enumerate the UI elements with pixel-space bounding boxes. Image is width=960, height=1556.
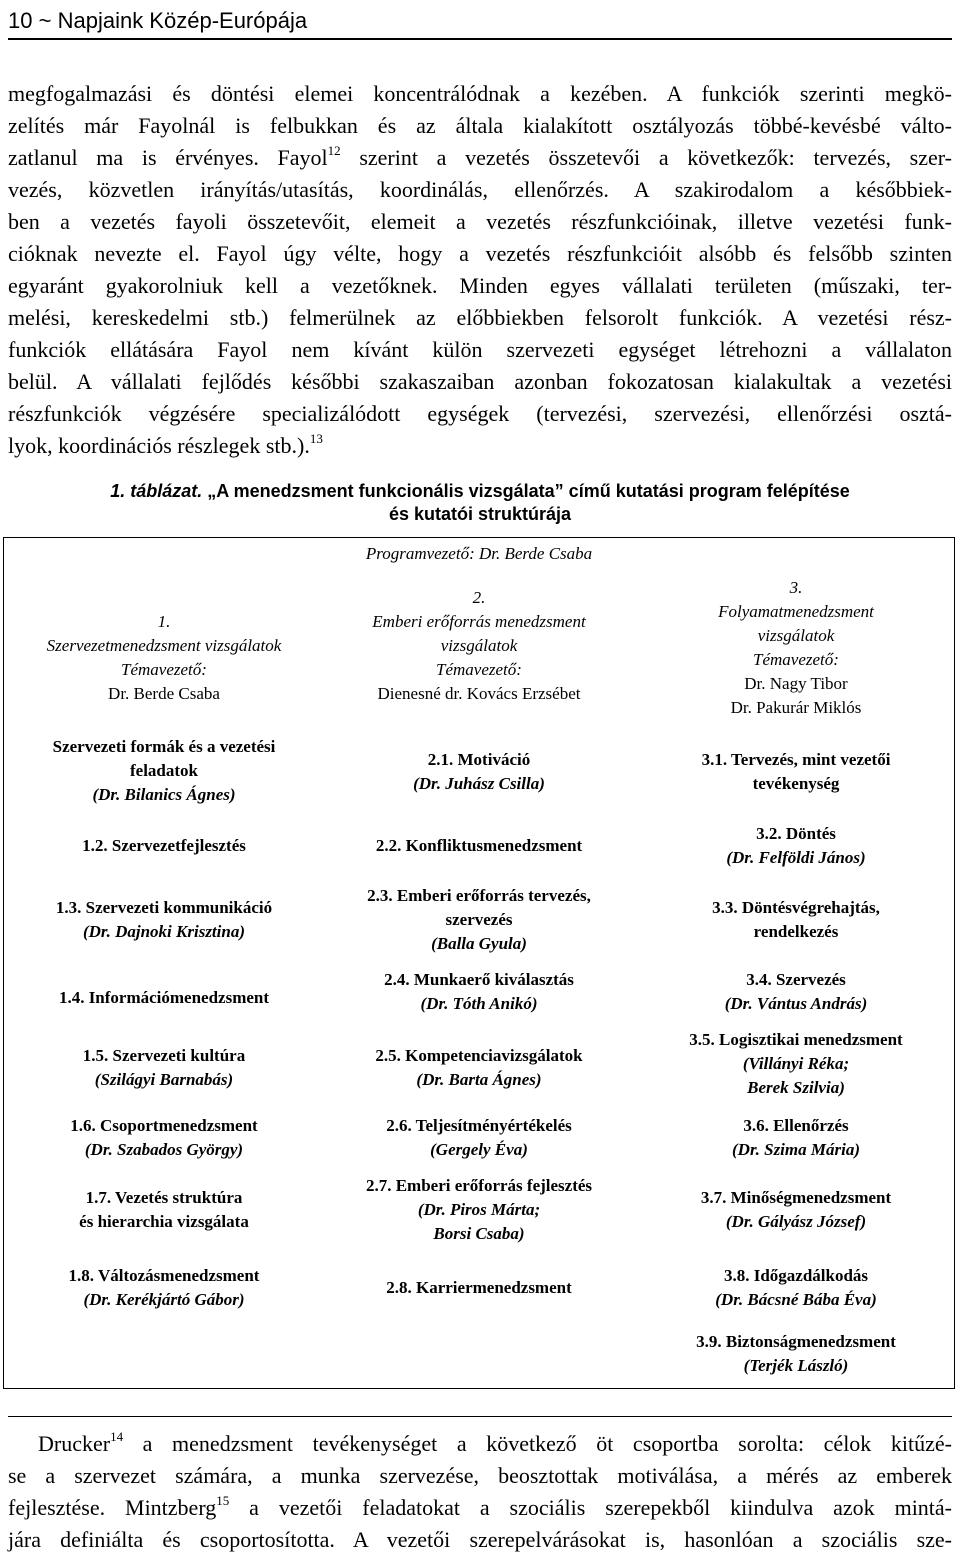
paragraph-1-line (8, 430, 952, 462)
table-caption-subtitle: és kutatói struktúrája (388, 504, 572, 524)
paragraph-1-line: egyaránt gyakorolniuk kell a vezetőknek. Minden egyes vállalati területen (műszaki, ter- (8, 273, 952, 298)
text-run: a menedzsment tevékenységet a következő öt csoportba sorolta: célok kitűzé- (123, 1431, 952, 1456)
cell-line: 2.2. Konfliktusmenedzsment (375, 836, 583, 855)
group-3-header (638, 576, 954, 720)
cell-line: szervezés (445, 910, 513, 929)
cell-line: Témavezető: (753, 650, 839, 669)
cell-line: (Dr. Vántus András) (724, 994, 868, 1013)
table-entry-8-col1 (4, 1264, 324, 1312)
cell-line: 1. (157, 612, 171, 631)
table-entry-4-col3 (638, 968, 954, 1016)
text-run: fejlesztése. Mintzberg (8, 1495, 217, 1520)
cell-line: (Dr. Bácsné Bába Éva) (715, 1290, 877, 1309)
page-header (8, 4, 952, 40)
cell-line: 3.2. Döntés (756, 824, 836, 843)
footnote-ref: 15 (216, 1493, 230, 1508)
cell-line: Szervezeti formák és a vezetési (52, 737, 276, 756)
table-entry-6-col3 (638, 1114, 954, 1162)
footnote-ref: 13 (309, 431, 323, 446)
paragraph-2-line: jára definiálta és csoportosította. A vezetői szerepelvárásokat is, hasonlóan a szociális sze- (8, 1527, 952, 1552)
cell-line: Témavezető: (436, 660, 522, 679)
table-entry-2-col3 (638, 822, 954, 870)
cell-line: 1.7. Vezetés struktúra (85, 1188, 243, 1207)
cell-line: (Dr. Kerékjártó Gábor) (83, 1290, 245, 1309)
paragraph-1-line: megfogalmazási és döntési elemei koncentrálódnak a kezében. A funkciók szerinti megkö- (8, 81, 952, 106)
paragraph-1-line: melési, kereskedelmi stb.) felmerülnek az előbbiekben felsorolt funkciók. A vezetési rész- (8, 305, 952, 330)
table-entry-2-col1 (4, 834, 324, 858)
cell-line: 1.3. Szervezeti kommunikáció (55, 898, 273, 917)
cell-line: Dr. Berde Csaba (108, 684, 220, 703)
table-entry-9-col3 (638, 1330, 954, 1378)
paragraph-1-line: zelítés már Fayolnál is felbukkan és az általa kialakított osztályozás többé-kevésbé válto- (8, 113, 952, 138)
cell-line: Szervezetmenedzsment vizsgálatok (46, 636, 282, 655)
table-entry-1-col2 (334, 748, 624, 796)
program-leader-text: Programvezető: Dr. Berde Csaba (365, 544, 593, 563)
cell-line: (Dr. Gályász József) (725, 1212, 867, 1231)
research-structure-table (3, 537, 955, 1389)
text-run: Drucker (38, 1431, 111, 1456)
cell-line: 3.4. Szervezés (746, 970, 846, 989)
cell-line: 3.9. Biztonságmenedzsment (696, 1332, 896, 1351)
cell-line: 1.4. Információmenedzsment (58, 988, 270, 1007)
table-caption-title: „A menedzsment funkcionális vizsgálata” című kutatási program felépítése (202, 481, 850, 501)
paragraph-1-line: belül. A vállalati fejlődés későbbi szakaszaiban azonban fokozatosan kialakultak a vezetési (8, 369, 952, 394)
cell-line: (Dr. Juhász Csilla) (413, 774, 545, 793)
text-run: lyok, koordinációs részlegek stb.). (8, 433, 310, 458)
table-entry-5-col1 (4, 1044, 324, 1092)
cell-line: Témavezető: (121, 660, 207, 679)
cell-line: (Dr. Felföldi János) (726, 848, 866, 867)
cell-line: 3.5. Logisztikai menedzsment (689, 1030, 903, 1049)
footnote-ref: 12 (327, 143, 341, 158)
cell-line: 1.8. Változásmenedzsment (68, 1266, 260, 1285)
table-entry-4-col2 (334, 968, 624, 1016)
cell-line: (Dr. Tóth Anikó) (420, 994, 538, 1013)
table-entry-5-col3 (638, 1028, 954, 1100)
cell-line: (Dr. Piros Márta; (417, 1200, 541, 1219)
cell-line: 2.7. Emberi erőforrás fejlesztés (365, 1176, 593, 1195)
cell-line: 2.3. Emberi erőforrás tervezés, (367, 886, 591, 905)
cell-line: 3.7. Minőségmenedzsment (700, 1188, 892, 1207)
paragraph-2-line (8, 1428, 952, 1460)
table-entry-6-col1 (4, 1114, 324, 1162)
table-entry-1-col1 (4, 735, 324, 807)
cell-line: (Gergely Éva) (430, 1140, 528, 1159)
cell-line: 2.6. Teljesítményértékelés (386, 1116, 572, 1135)
cell-line: Berek Szilvia) (747, 1078, 845, 1097)
header-separator: ~ (38, 8, 52, 33)
cell-line: Dr. Nagy Tibor (744, 674, 848, 693)
table-entry-2-col2 (334, 834, 624, 858)
cell-line: 2.8. Karriermenedzsment (386, 1278, 572, 1297)
cell-line: 2.4. Munkaerő kiválasztás (384, 970, 574, 989)
group-2-header (334, 586, 624, 706)
cell-line: rendelkezés (753, 922, 839, 941)
table-entry-3-col3 (638, 896, 954, 944)
text-run: szerint a vezetés összetevői a következők: tervezés, szer- (340, 145, 952, 170)
cell-line: 1.2. Szervezetfejlesztés (82, 836, 246, 855)
table-entry-3-col1 (4, 896, 324, 944)
cell-line: (Dr. Szabados György) (84, 1140, 244, 1159)
section-divider (8, 1416, 952, 1417)
cell-line: Dr. Pakurár Miklós (730, 698, 862, 717)
cell-line: (Dr. Barta Ágnes) (416, 1070, 542, 1089)
table-entry-6-col2 (334, 1114, 624, 1162)
cell-line: 3.8. Időgazdálkodás (723, 1266, 869, 1285)
paragraph-1-line (8, 142, 952, 174)
paragraph-1-line: vezés, közvetlen irányítás/utasítás, koordinálás, ellenőrzés. A szakirodalom a későbbiek- (8, 177, 952, 202)
body-paragraph-2 (8, 1428, 952, 1556)
cell-line: Emberi erőforrás menedzsment (372, 612, 586, 631)
cell-line: 2. (472, 588, 486, 607)
table-caption-label: 1. táblázat. (110, 481, 203, 501)
table-entry-3-col2 (334, 884, 624, 956)
cell-line: 2.5. Kompetenciavizsgálatok (375, 1046, 583, 1065)
cell-line: (Szilágyi Barnabás) (94, 1070, 234, 1089)
cell-line: 1.6. Csoportmenedzsment (70, 1116, 258, 1135)
footnote-ref: 14 (110, 1429, 124, 1444)
cell-line: 3.6. Ellenőrzés (743, 1116, 849, 1135)
cell-line: 3.1. Tervezés, mint vezetői (701, 750, 891, 769)
table-entry-7-col1 (4, 1186, 324, 1234)
page-number: 10 (8, 8, 33, 33)
cell-line: vizsgálatok (440, 636, 518, 655)
paragraph-1-line: részfunkciók végzésére specializálódott egységek (tervezési, szervezési, ellenőrzési osztá- (8, 401, 952, 426)
table-entry-1-col3 (638, 748, 954, 796)
paragraph-1-line: cióknak nevezte el. Fayol úgy vélte, hogy a vezetés részfunkcióit alsóbb és felsőbb szinten (8, 241, 952, 266)
body-paragraph-1 (8, 78, 952, 462)
cell-line: és hierarchia vizsgálata (79, 1212, 249, 1231)
table-entry-5-col2 (334, 1044, 624, 1092)
table-caption (8, 480, 952, 526)
cell-line: (Balla Gyula) (431, 934, 527, 953)
cell-line: tevékenység (752, 774, 840, 793)
paragraph-2-line (8, 1492, 952, 1524)
group-1-header (4, 610, 324, 706)
table-entry-4-col1 (4, 986, 324, 1010)
paragraph-2-line: se a szervezet számára, a munka szervezése, beosztottak motiválása, a mérés az emberek (8, 1463, 952, 1488)
cell-line: 3.3. Döntésvégrehajtás, (712, 898, 880, 917)
table-entry-8-col3 (638, 1264, 954, 1312)
cell-line: 2.1. Motiváció (427, 750, 531, 769)
cell-line: feladatok (130, 761, 198, 780)
cell-line: 1.5. Szervezeti kultúra (82, 1046, 246, 1065)
cell-line: (Dr. Szima Mária) (732, 1140, 860, 1159)
cell-line: (Dr. Dajnoki Krisztina) (82, 922, 245, 941)
text-run: a vezetői feladatokat a szociális szerepekből kiindulva azok mintá- (229, 1495, 953, 1520)
cell-line: 3. (789, 578, 803, 597)
table-entry-7-col3 (638, 1186, 954, 1234)
cell-line: (Dr. Bilanics Ágnes) (92, 785, 236, 804)
cell-line: vizsgálatok (757, 626, 835, 645)
cell-line: Borsi Csaba) (433, 1224, 525, 1243)
cell-line: Folyamatmenedzsment (718, 602, 874, 621)
table-entry-7-col2 (334, 1174, 624, 1246)
table-entry-8-col2 (334, 1276, 624, 1300)
running-title: Napjaink Közép-Európája (57, 8, 308, 33)
text-run: zatlanul ma is érvényes. Fayol (8, 145, 328, 170)
cell-line: (Terjék László) (743, 1356, 849, 1375)
paragraph-1-line: funkciók ellátására Fayol nem kívánt külön szervezeti egységet létrehozni a vállalaton (8, 337, 952, 362)
cell-line: (Villányi Réka; (742, 1054, 850, 1073)
cell-line: Dienesné dr. Kovács Erzsébet (377, 684, 581, 703)
program-leader (304, 542, 654, 566)
paragraph-1-line: ben a vezetés fayoli összetevőit, elemeit a vezetés részfunkcióinak, illetve vezetési funk- (8, 209, 952, 234)
